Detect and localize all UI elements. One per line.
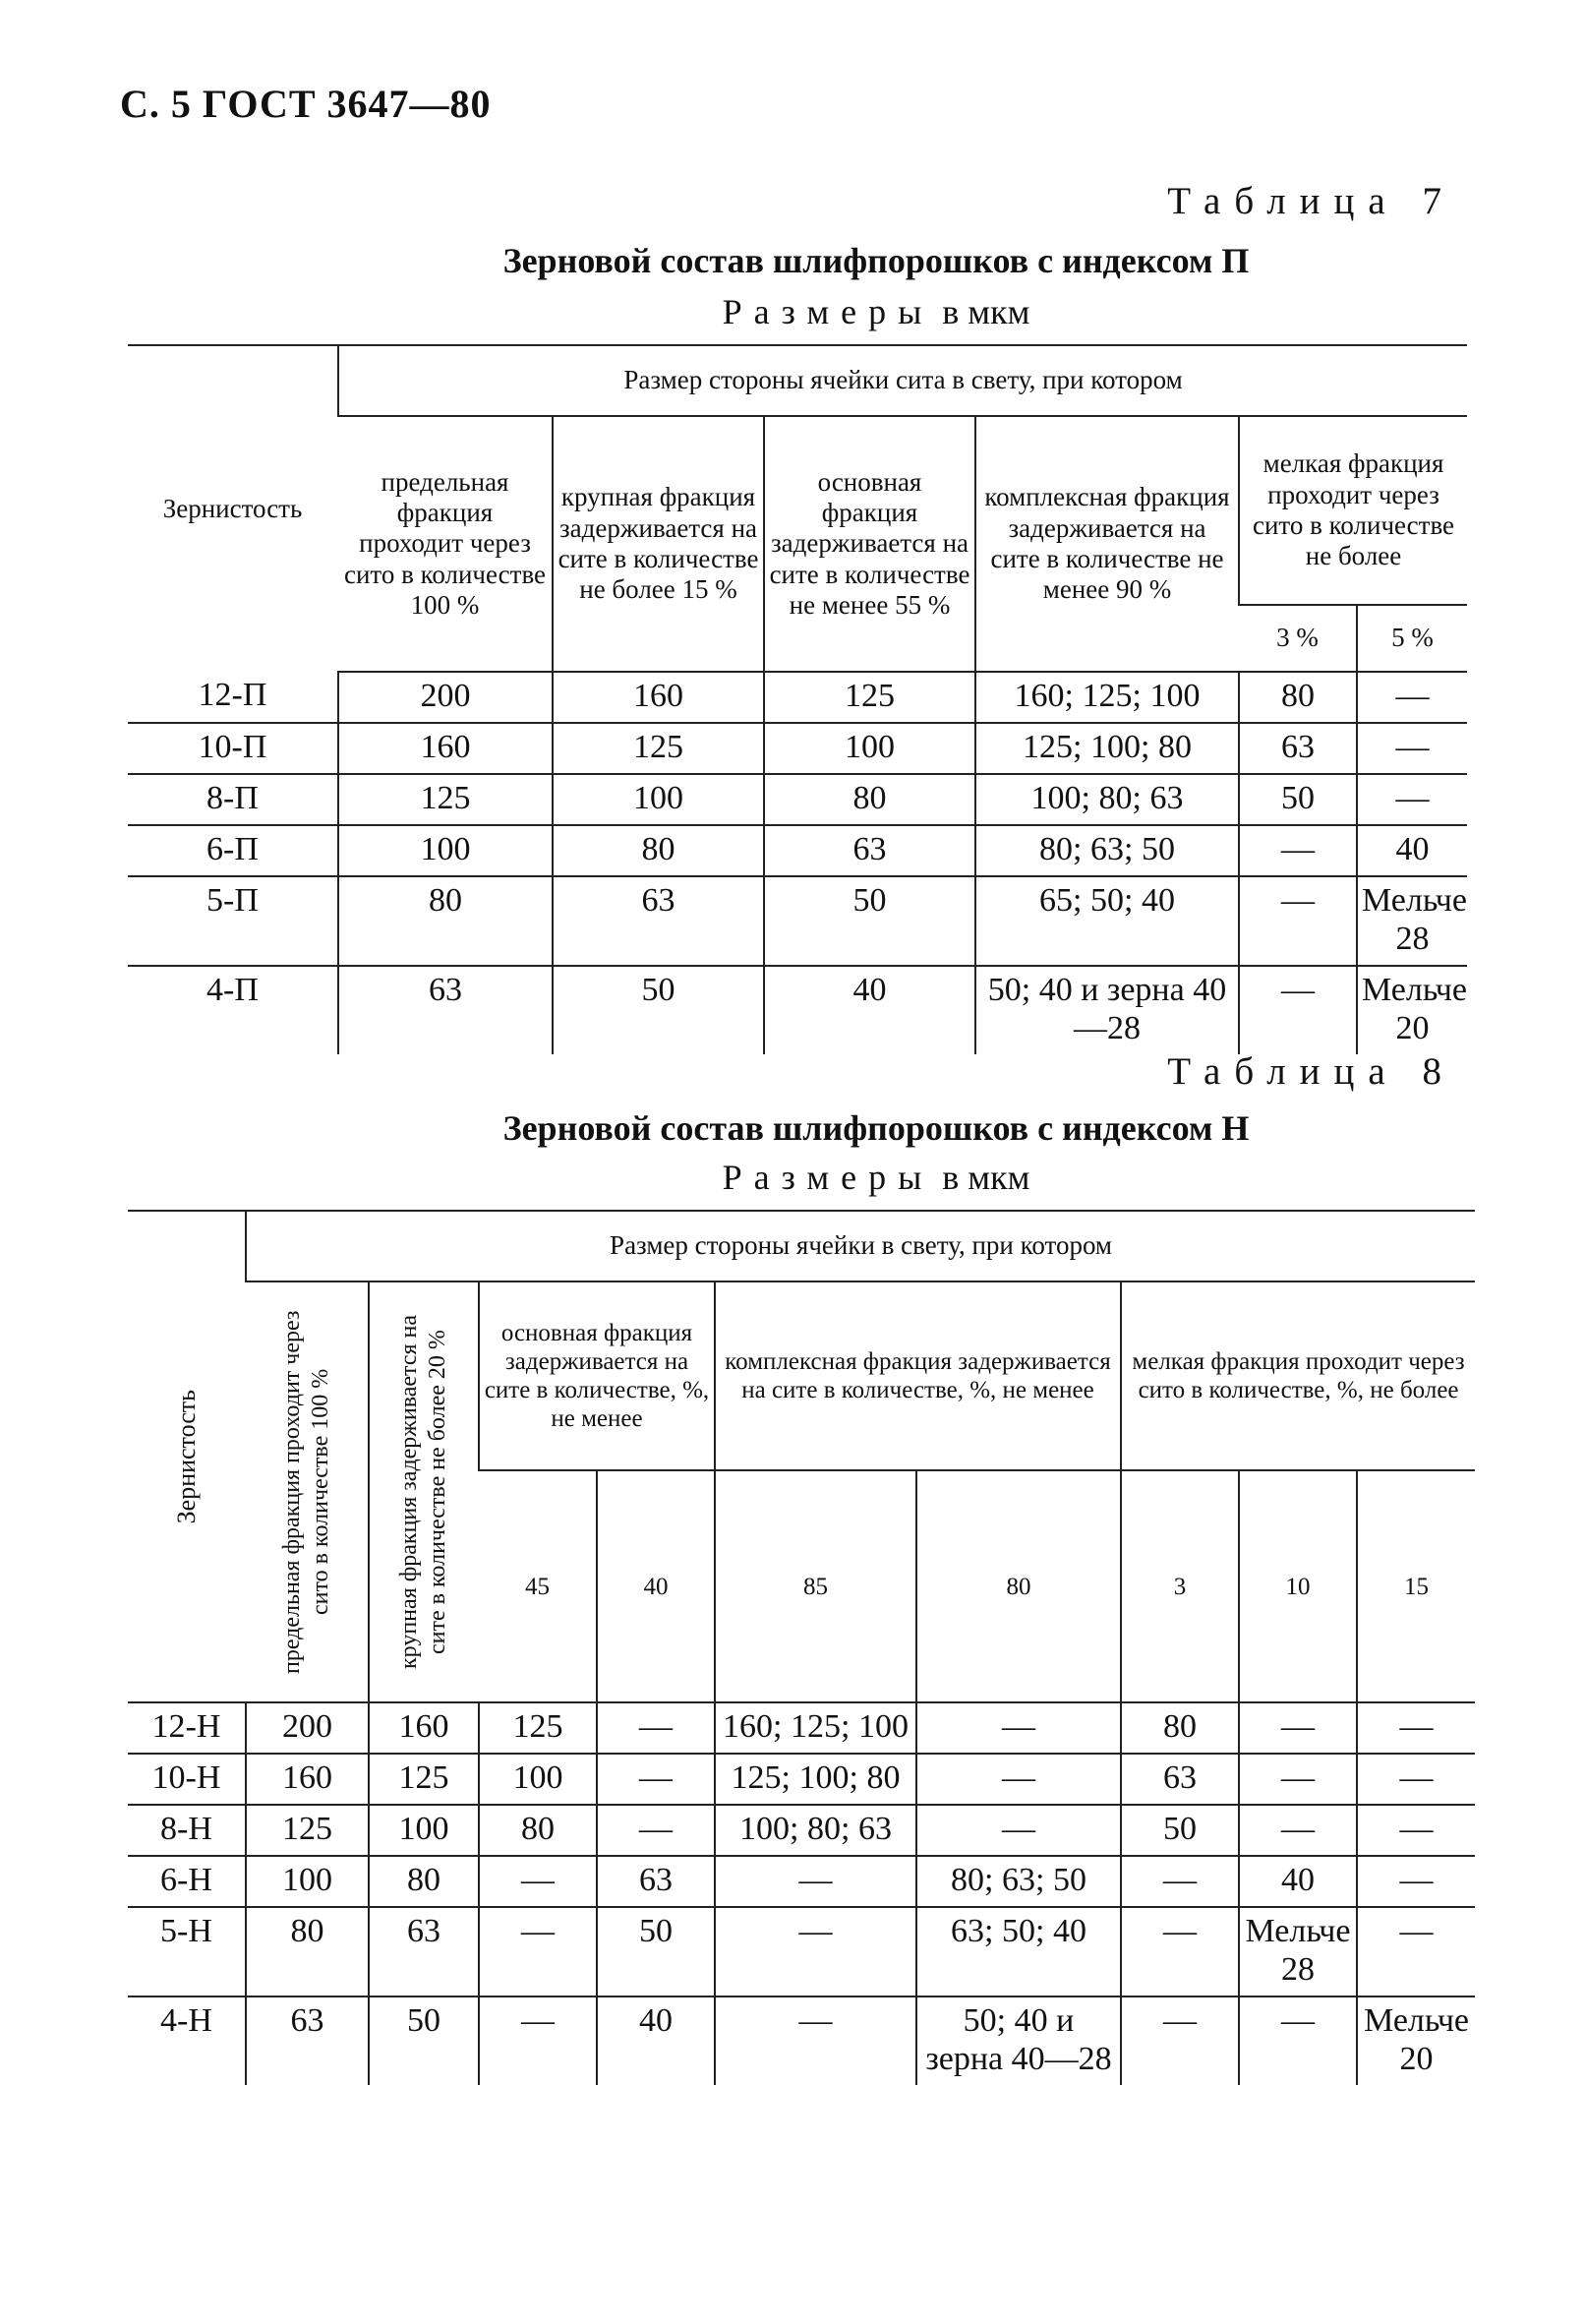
t7-r2-limit: 125 bbox=[338, 774, 553, 825]
table7-col-fine-5: 5 % bbox=[1357, 605, 1467, 672]
table8-units-prefix: Размеры bbox=[722, 1158, 934, 1197]
table8-sub-fine-10: 10 bbox=[1239, 1470, 1357, 1702]
table7-group-header: Размер стороны ячейки сита в свету, при котором bbox=[338, 345, 1467, 416]
t8-r4-c4: 50 bbox=[597, 1907, 715, 1996]
table7-units-suffix: в мкм bbox=[942, 292, 1030, 331]
table8-col-coarse: крупная фракция задерживается на сите в количестве не более 20 % bbox=[396, 1314, 450, 1670]
t7-r5-coarse: 50 bbox=[553, 966, 764, 1054]
table8-col-complex: комплексная фракция задерживается на сите в количестве, %, не менее bbox=[715, 1281, 1121, 1470]
t8-r0-c7: 80 bbox=[1121, 1702, 1239, 1754]
t7-r0-coarse: 160 bbox=[553, 672, 764, 723]
table8-sub-main-45: 45 bbox=[479, 1470, 597, 1702]
t8-r5-c0: 4-Н bbox=[128, 1996, 246, 2085]
t8-r0-c1: 200 bbox=[246, 1702, 369, 1754]
t8-r1-c8: — bbox=[1239, 1754, 1357, 1805]
t7-r1-grain: 10-П bbox=[128, 723, 338, 774]
t8-r5-c7: — bbox=[1121, 1996, 1239, 2085]
t8-r2-c0: 8-Н bbox=[128, 1805, 246, 1856]
t7-r1-coarse: 125 bbox=[553, 723, 764, 774]
t7-r0-fine3: 80 bbox=[1239, 672, 1357, 723]
table7-col-grain: Зернистость bbox=[128, 345, 338, 672]
table7-col-limit: предельная фракция проходит через сито в количестве 100 % bbox=[338, 416, 553, 672]
t7-r5-limit: 63 bbox=[338, 966, 553, 1054]
table7-col-coarse: крупная фракция задерживается на сите в количестве не более 15 % bbox=[553, 416, 764, 672]
t7-r5-fine3: — bbox=[1239, 966, 1357, 1054]
table8-col-main: основная фракция задерживается на сите в количестве, %, не менее bbox=[479, 1281, 715, 1470]
t8-r3-c3: — bbox=[479, 1856, 597, 1907]
t7-r3-fine5: 40 bbox=[1357, 825, 1467, 876]
t8-r5-c2: 50 bbox=[369, 1996, 479, 2085]
t7-r3-limit: 100 bbox=[338, 825, 553, 876]
table8 bbox=[128, 1210, 1475, 2085]
t8-r2-c4: — bbox=[597, 1805, 715, 1856]
t7-r4-coarse: 63 bbox=[553, 876, 764, 966]
t7-r3-coarse: 80 bbox=[553, 825, 764, 876]
t7-r1-fine3: 63 bbox=[1239, 723, 1357, 774]
table8-col-limit-cell bbox=[246, 1281, 369, 1702]
t8-r1-c0: 10-Н bbox=[128, 1754, 246, 1805]
t7-r4-fine5: Мельче 28 bbox=[1357, 876, 1467, 966]
table7-col-fine-3: 3 % bbox=[1239, 605, 1357, 672]
t8-r1-c9: — bbox=[1357, 1754, 1475, 1805]
t7-r2-fine5: — bbox=[1357, 774, 1467, 825]
t8-r0-c4: — bbox=[597, 1702, 715, 1754]
t7-r5-complex: 50; 40 и зерна 40—28 bbox=[975, 966, 1239, 1054]
t7-r5-main: 40 bbox=[764, 966, 975, 1054]
t8-r3-c8: 40 bbox=[1239, 1856, 1357, 1907]
table7-col-fine: мелкая фракция проходит через сито в количестве не более bbox=[1239, 416, 1467, 605]
t8-r4-c3: — bbox=[479, 1907, 597, 1996]
table8-col-coarse-cell bbox=[369, 1281, 479, 1702]
t8-r1-c7: 63 bbox=[1121, 1754, 1239, 1805]
t8-r4-c8: Мельче 28 bbox=[1239, 1907, 1357, 1996]
page-header: С. 5 ГОСТ 3647—80 bbox=[120, 82, 492, 126]
t8-r1-c3: 100 bbox=[479, 1754, 597, 1805]
table8-units bbox=[0, 1157, 1585, 1198]
t7-r5-fine5: Мельче 20 bbox=[1357, 966, 1467, 1054]
t8-r3-c1: 100 bbox=[246, 1856, 369, 1907]
t7-r4-complex: 65; 50; 40 bbox=[975, 876, 1239, 966]
t8-r2-c2: 100 bbox=[369, 1805, 479, 1856]
t7-r2-grain: 8-П bbox=[128, 774, 338, 825]
t8-r3-c2: 80 bbox=[369, 1856, 479, 1907]
t8-r4-c7: — bbox=[1121, 1907, 1239, 1996]
t8-r1-c6: — bbox=[916, 1754, 1121, 1805]
t8-r5-c6: 50; 40 и зерна 40—28 bbox=[916, 1996, 1121, 2085]
t8-r0-c0: 12-Н bbox=[151, 1708, 221, 1745]
t7-r3-complex: 80; 63; 50 bbox=[975, 825, 1239, 876]
t7-r0-fine5: — bbox=[1357, 672, 1467, 723]
t7-r4-main: 50 bbox=[764, 876, 975, 966]
table8-col-fine: мелкая фракция проходит через сито в количестве, %, не более bbox=[1121, 1281, 1475, 1470]
t8-r3-c7: — bbox=[1121, 1856, 1239, 1907]
t8-r1-c1: 160 bbox=[246, 1754, 369, 1805]
t8-r0-c2: 160 bbox=[369, 1702, 479, 1754]
t8-r4-c1: 80 bbox=[246, 1907, 369, 1996]
t7-r0-complex: 160; 125; 100 bbox=[975, 672, 1239, 723]
t7-r3-grain: 6-П bbox=[128, 825, 338, 876]
t8-r5-c9: Мельче 20 bbox=[1357, 1996, 1475, 2085]
table7-label: Таблица 7 bbox=[1167, 180, 1455, 222]
table7-col-complex: комплексная фракция задерживается на сите в количестве не менее 90 % bbox=[975, 416, 1239, 672]
t7-r0-main: 125 bbox=[764, 672, 975, 723]
t8-r3-c4: 63 bbox=[597, 1856, 715, 1907]
t8-r5-c1: 63 bbox=[246, 1996, 369, 2085]
t7-r1-limit: 160 bbox=[338, 723, 553, 774]
t8-r3-c9: — bbox=[1357, 1856, 1475, 1907]
t8-r0-c6: — bbox=[916, 1702, 1121, 1754]
table8-units-suffix: в мкм bbox=[942, 1158, 1030, 1197]
table8-sub-fine-3: 3 bbox=[1121, 1470, 1239, 1702]
t7-r4-grain: 5-П bbox=[128, 876, 338, 966]
table8-col-grain-cell bbox=[128, 1211, 246, 1702]
t8-r1-c5: 125; 100; 80 bbox=[715, 1754, 916, 1805]
t8-r5-c5: — bbox=[715, 1996, 916, 2085]
t8-r3-c5: — bbox=[715, 1856, 916, 1907]
t7-r2-fine3: 50 bbox=[1239, 774, 1357, 825]
table8-group-header: Размер стороны ячейки в свету, при котором bbox=[246, 1211, 1475, 1281]
t7-r5-grain: 4-П bbox=[128, 966, 338, 1054]
t7-r0-limit: 200 bbox=[338, 672, 553, 723]
table7 bbox=[128, 344, 1467, 1054]
t8-r3-c0: 6-Н bbox=[128, 1856, 246, 1907]
table7-units-prefix: Размеры bbox=[722, 292, 934, 331]
table7-col-main: основная фракция задерживается на сите в количестве не менее 55 % bbox=[764, 416, 975, 672]
t8-r2-c8: — bbox=[1239, 1805, 1357, 1856]
t8-r0-c3: 125 bbox=[479, 1702, 597, 1754]
t7-r0-grain: 12-П bbox=[198, 677, 267, 713]
t7-r1-main: 100 bbox=[764, 723, 975, 774]
table8-title: Зерновой состав шлифпорошков с индексом Н bbox=[502, 1108, 1250, 1148]
t8-r0-c8: — bbox=[1239, 1702, 1357, 1754]
table8-sub-complex-80: 80 bbox=[916, 1470, 1121, 1702]
t7-r2-coarse: 100 bbox=[553, 774, 764, 825]
t8-r5-c8: — bbox=[1239, 1996, 1357, 2085]
t8-r2-c1: 125 bbox=[246, 1805, 369, 1856]
table8-label: Таблица 8 bbox=[1167, 1050, 1455, 1093]
t7-r3-fine3: — bbox=[1239, 825, 1357, 876]
table7-units bbox=[0, 291, 1585, 332]
table8-sub-main-40: 40 bbox=[597, 1470, 715, 1702]
t8-r4-c9: — bbox=[1357, 1907, 1475, 1996]
t7-r3-main: 63 bbox=[764, 825, 975, 876]
t8-r2-c5: 100; 80; 63 bbox=[715, 1805, 916, 1856]
t8-r2-c9: — bbox=[1357, 1805, 1475, 1856]
table8-col-limit: предельная фракция проходит через сито в количестве 100 % bbox=[279, 1310, 333, 1674]
t8-r2-c6: — bbox=[916, 1805, 1121, 1856]
t8-r4-c6: 63; 50; 40 bbox=[916, 1907, 1121, 1996]
t7-r2-complex: 100; 80; 63 bbox=[975, 774, 1239, 825]
table7-title: Зерновой состав шлифпорошков с индексом П bbox=[502, 241, 1250, 280]
t8-r0-c5: 160; 125; 100 bbox=[715, 1702, 916, 1754]
t8-r5-c4: 40 bbox=[597, 1996, 715, 2085]
t7-r4-fine3: — bbox=[1239, 876, 1357, 966]
t8-r5-c3: — bbox=[479, 1996, 597, 2085]
t8-r3-c6: 80; 63; 50 bbox=[916, 1856, 1121, 1907]
t8-r2-c3: 80 bbox=[479, 1805, 597, 1856]
t8-r1-c4: — bbox=[597, 1754, 715, 1805]
t8-r4-c2: 63 bbox=[369, 1907, 479, 1996]
t8-r0-c9: — bbox=[1357, 1702, 1475, 1754]
t7-r1-fine5: — bbox=[1357, 723, 1467, 774]
t8-r2-c7: 50 bbox=[1121, 1805, 1239, 1856]
table8-col-grain: Зернистость bbox=[171, 1389, 201, 1524]
t8-r1-c2: 125 bbox=[369, 1754, 479, 1805]
t7-r1-complex: 125; 100; 80 bbox=[975, 723, 1239, 774]
t8-r4-c5: — bbox=[715, 1907, 916, 1996]
t7-r2-main: 80 bbox=[764, 774, 975, 825]
table8-sub-fine-15: 15 bbox=[1357, 1470, 1475, 1702]
t7-r4-limit: 80 bbox=[338, 876, 553, 966]
t8-r4-c0: 5-Н bbox=[128, 1907, 246, 1996]
table8-sub-complex-85: 85 bbox=[715, 1470, 916, 1702]
